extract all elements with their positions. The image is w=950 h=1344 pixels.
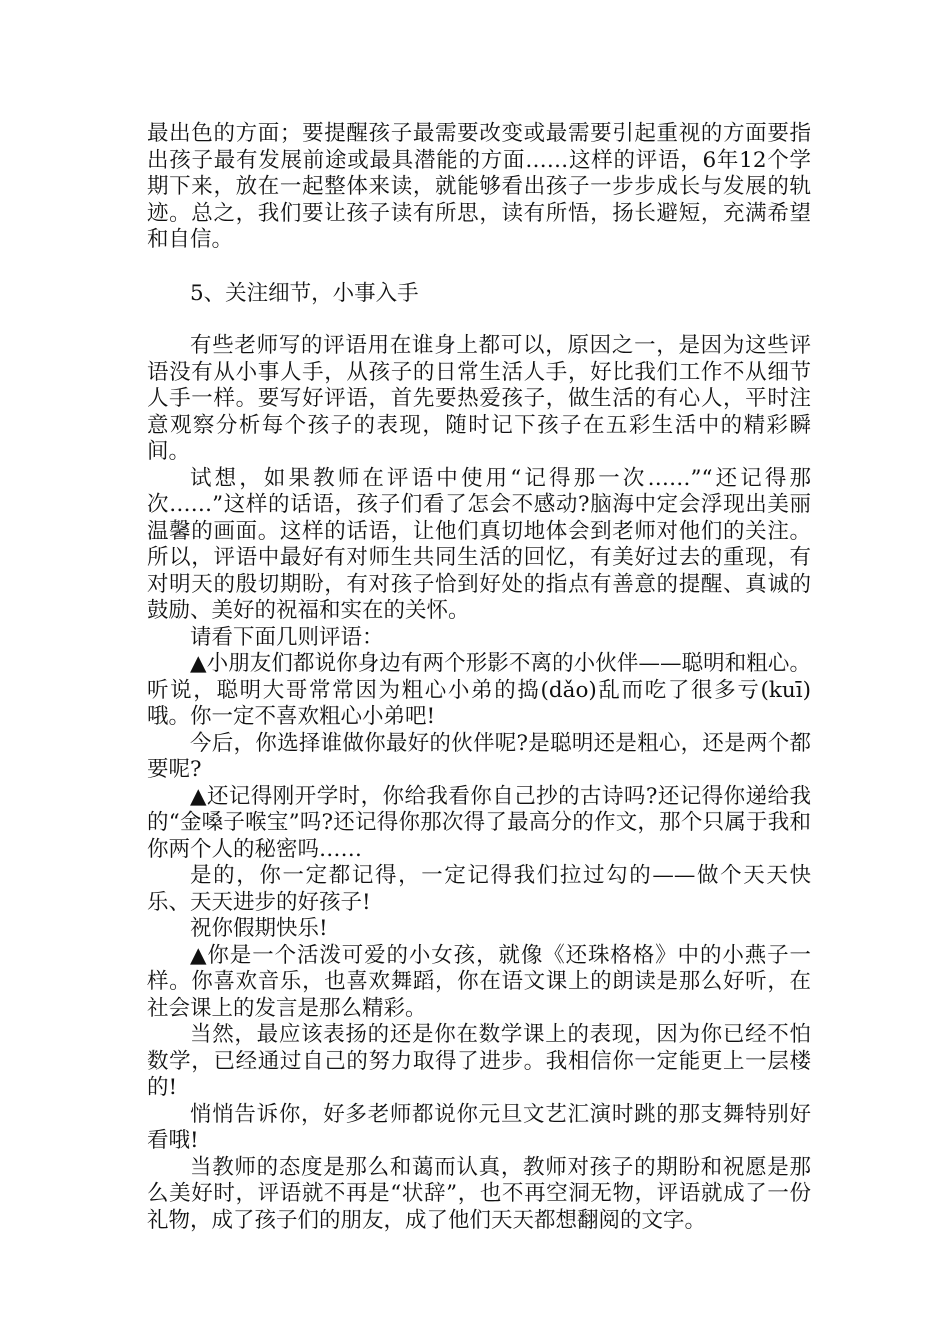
spacer	[147, 307, 811, 333]
paragraph: 祝你假期快乐!	[190, 916, 328, 941]
paragraph: 当然，最应该表扬的还是你在数学课上的表现，因为你已经不怕数学，已经通过自己的努力取得了进步。我相信你一定能更上一层楼的!	[147, 1022, 811, 1100]
paragraph: 悄悄告诉你，好多老师都说你元旦文艺汇演时跳的那支舞特别好看哦!	[147, 1101, 811, 1153]
comment-example: ▲还记得刚开学时，你给我看你自己抄的古诗吗?还记得你递给我的“金嗓子喉宝”吗?还记得你那次得了最高分的作文，那个只属于我和你两个人的秘密吗……	[147, 783, 811, 862]
paragraph: 当教师的态度是那么和蔼而认真，教师对孩子的期盼和祝愿是那么美好时，评语就不再是“状辞”，也不再空洞无物，评语就成了一份礼物，成了孩子们的朋友，成了他们天天都想翻阅的文字。	[147, 1154, 811, 1233]
spacer	[147, 254, 811, 281]
paragraph: 今后，你选择谁做你最好的伙伴呢?是聪明还是粗心，还是两个都要呢?	[147, 730, 811, 782]
paragraph-continuation: 最出色的方面；要提醒孩子最需要改变或最需要引起重视的方面要指出孩子最有发展前途或最具潜能的方面……这样的评语，6年12个学期下来，放在一起整体来读，就能够看出孩子一步步成长与发展的轨迹。总之，我们要让孩子读有所思，读有所悟，扬长避短，充满希望和自信。	[147, 121, 811, 252]
comment-example: ▲你是一个活泼可爱的小女孩，就像《还珠格格》中的小燕子一样。你喜欢音乐，也喜欢舞蹈，你在语文课上的朗读是那么好听，在社会课上的发言是那么精彩。	[147, 942, 811, 1021]
paragraph: 请看下面几则评语：	[190, 624, 384, 650]
section-heading: 5、关注细节，小事入手	[190, 280, 419, 306]
paragraph: 是的，你一定都记得，一定记得我们拉过勾的——做个天天快乐、天天进步的好孩子!	[147, 863, 811, 915]
paragraph: 试想，如果教师在评语中使用“记得那一次……”“还记得那次……”这样的话语，孩子们看了怎会不感动?脑海中定会浮现出美丽温馨的画面。这样的话语，让他们真切地体会到老师对他们的关注。所以，评语中最好有对师生共同生活的回忆，有美好过去的重现，有对明天的殷切期盼，有对孩子恰到好处的指点有善意的提醒、真诚的鼓励、美好的祝福和实在的关怀。	[147, 465, 811, 623]
comment-example: ▲小朋友们都说你身边有两个形影不离的小伙伴——聪明和粗心。听说，聪明大哥常常因为粗心小弟的捣(dǎo)乱而吃了很多亏(kuī)哦。你一定不喜欢粗心小弟吧!	[147, 651, 811, 729]
paragraph: 有些老师写的评语用在谁身上都可以，原因之一，是因为这些评语没有从小事人手，从孩子的日常生活人手，好比我们工作不从细节人手一样。要写好评语，首先要热爱孩子，做生活的有心人，平时注意观察分析每个孩子的表现，随时记下孩子在五彩生活中的精彩瞬间。	[147, 333, 811, 464]
document-page	[147, 121, 811, 1234]
